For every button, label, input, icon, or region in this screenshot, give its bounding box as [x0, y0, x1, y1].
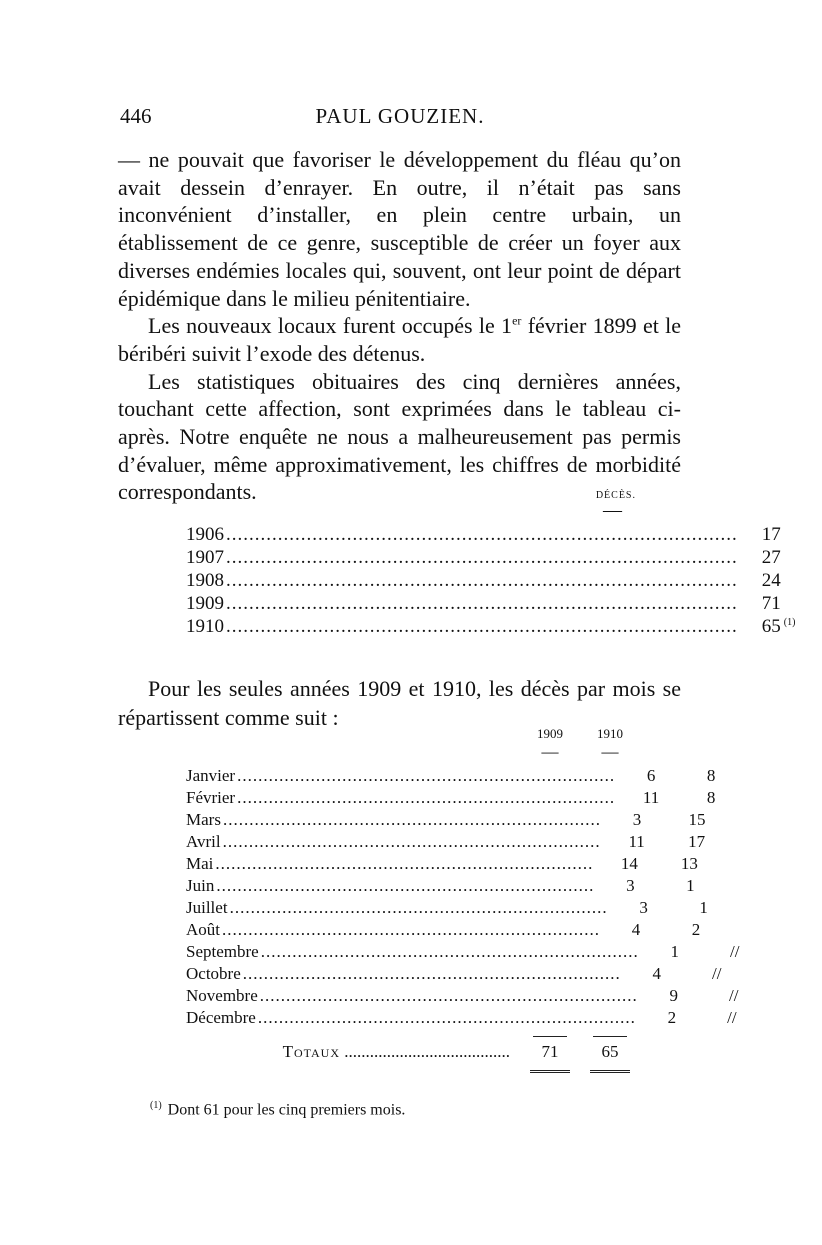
- yearly-deaths-table: [186, 490, 796, 639]
- value-1909: 11: [642, 788, 660, 807]
- column-header-1910: 1910: [597, 726, 623, 741]
- year-label: 1906: [186, 524, 224, 545]
- month-label: Août: [186, 920, 220, 939]
- dot-leader: .........................................................................................: [226, 570, 738, 591]
- totals-row: [186, 1042, 640, 1066]
- paragraph-1: — ne pouvait que favoriser le développement du fléau qu’on avait dessein d’enrayer. En outre, il n’était pas sans inconvénient d’installer, en plein centre urbain, un établissement de ce genre, susceptible de créer un foyer aux diverses endémies locales qui, souvent, ont leur point de départ épidémique dans le milieu pénitentiaire.: [118, 147, 681, 311]
- double-rule: [186, 1066, 640, 1076]
- totals-label-cell: Totaux .......................................: [282, 1042, 510, 1061]
- deaths-value: 71: [761, 593, 781, 614]
- footnote-marker: (1): [150, 1100, 162, 1111]
- footnote-marker: (1): [783, 616, 796, 628]
- table-row: [186, 942, 740, 964]
- table-row: [186, 876, 695, 898]
- value-1909: 9: [669, 986, 679, 1005]
- table-column-headers: [186, 726, 640, 744]
- dot-leader: .........................................................................................: [226, 616, 738, 637]
- value-1909: 2: [667, 1008, 677, 1027]
- value-1910: //: [712, 964, 722, 983]
- running-head: PAUL GOUZIEN.: [315, 104, 485, 128]
- dot-leader: ........................................................................: [229, 898, 608, 917]
- value-1910: //: [729, 986, 739, 1005]
- month-label: Mars: [186, 810, 221, 829]
- table-row: [186, 898, 708, 920]
- table-row: [186, 964, 722, 986]
- paragraph-3: Les statistiques obituaires des cinq dernières années, touchant cette affection, sont exprimées dans le tableau ci-après. Notre enquête ne nous a malheureusement pas permis d’évaluer, même approximativement, les chiffres de morbidité correspondants.: [118, 368, 681, 505]
- table-row: [186, 810, 706, 832]
- paragraph-4: Pour les seules années 1909 et 1910, les décès par mois se répartissent comme suit :: [118, 676, 681, 730]
- month-label: Novembre: [186, 986, 258, 1005]
- year-label: 1907: [186, 547, 224, 568]
- dot-leader: ........................................................................: [222, 810, 601, 829]
- value-1909: 6: [646, 766, 656, 785]
- month-label: Octobre: [186, 964, 241, 983]
- value-1910: 13: [680, 854, 698, 873]
- paragraph-2: [118, 312, 681, 367]
- month-label: Février: [186, 788, 236, 807]
- table-row: [186, 593, 781, 616]
- value-1909: 14: [620, 854, 638, 873]
- deaths-value-text: 65: [761, 616, 781, 637]
- table-row: [186, 854, 698, 876]
- value-1909: 4: [631, 920, 641, 939]
- value-1909: 11: [628, 832, 645, 851]
- value-1909: 3: [632, 810, 642, 829]
- table-row: [186, 570, 781, 593]
- value-1909: 3: [639, 898, 648, 917]
- monthly-deaths-table: [186, 726, 740, 1076]
- dot-leader: ........................................................................: [260, 942, 639, 961]
- total-1909: 71: [541, 1042, 559, 1061]
- totals-label: Totaux: [282, 1042, 340, 1061]
- table-row: [186, 920, 701, 942]
- month-label: Avril: [186, 832, 221, 851]
- ordinal-superscript: er: [512, 313, 522, 328]
- value-1910: 1: [686, 876, 695, 895]
- dot-leader: ........................................................................: [237, 788, 616, 807]
- table-row: [186, 986, 739, 1008]
- table-row: [186, 766, 716, 788]
- column-header-1909: 1909: [537, 726, 563, 741]
- value-1910: 8: [706, 766, 716, 785]
- deaths-column-dash: —: [603, 500, 622, 521]
- dot-leader: ........................................................................: [222, 920, 600, 939]
- deaths-column-header: DÉCÈS.: [595, 490, 636, 501]
- dot-leader: .........................................................................................: [226, 524, 738, 545]
- dot-leader: ........................................................................: [216, 876, 595, 895]
- table-row: [186, 788, 716, 810]
- table-row: [186, 524, 781, 547]
- year-label: 1910: [186, 616, 224, 637]
- table-row: [186, 1008, 737, 1030]
- table-row: [186, 616, 796, 639]
- year-label: 1909: [186, 593, 224, 614]
- dot-leader: ........................................................................: [222, 832, 601, 851]
- deaths-value: 24: [761, 570, 781, 591]
- dot-leader: ........................................................................: [215, 854, 594, 873]
- value-1910: 8: [706, 788, 716, 807]
- column-dashes: [186, 744, 640, 766]
- page-number: 446: [120, 104, 152, 128]
- page-header: [120, 104, 680, 136]
- dot-leader: ........................................................................: [257, 1008, 636, 1027]
- value-1910: //: [729, 942, 740, 961]
- footnote: [150, 1100, 405, 1119]
- month-label: Juillet: [186, 898, 228, 917]
- deaths-value: [744, 616, 822, 638]
- deaths-value: 17: [761, 524, 781, 545]
- column-dash: —: [601, 742, 619, 761]
- value-1910: //: [727, 1008, 737, 1027]
- paragraph-2-end: février 1899 et le béribéri suivit l’exode des détenus.: [118, 313, 682, 366]
- month-label: Janvier: [186, 766, 236, 785]
- dot-leader: ........................................................................: [237, 766, 616, 785]
- value-1909: 3: [626, 876, 635, 895]
- value-1910: 2: [691, 920, 701, 939]
- deaths-value: 27: [761, 547, 781, 568]
- table-row: [186, 547, 781, 570]
- month-label: Mai: [186, 854, 214, 873]
- month-label: Décembre: [186, 1008, 256, 1027]
- dot-leader: ........................................................................: [259, 986, 638, 1005]
- month-label: Juin: [186, 876, 215, 895]
- year-label: 1908: [186, 570, 224, 591]
- value-1909: 1: [670, 942, 679, 961]
- value-1910: 1: [699, 898, 708, 917]
- table-row: [186, 832, 706, 854]
- month-label: Septembre: [186, 942, 259, 961]
- dot-leader: .........................................................................................: [226, 547, 738, 568]
- total-1910: 65: [601, 1042, 619, 1061]
- body-text: [118, 146, 681, 506]
- body-text-2: [118, 674, 681, 732]
- dot-leader: .........................................................................................: [226, 593, 738, 614]
- value-1910: 17: [688, 832, 706, 851]
- value-1909: 4: [652, 964, 662, 983]
- column-dash: —: [541, 742, 559, 761]
- paragraph-2-start: Les nouveaux locaux furent occupés le 1: [148, 313, 513, 339]
- dot-leader: ........................................................................: [242, 964, 621, 983]
- value-1910: 15: [688, 810, 706, 829]
- footnote-text: Dont 61 pour les cinq premiers mois.: [167, 1101, 406, 1119]
- month-rows: [186, 766, 740, 1030]
- total-rule: [186, 1030, 640, 1042]
